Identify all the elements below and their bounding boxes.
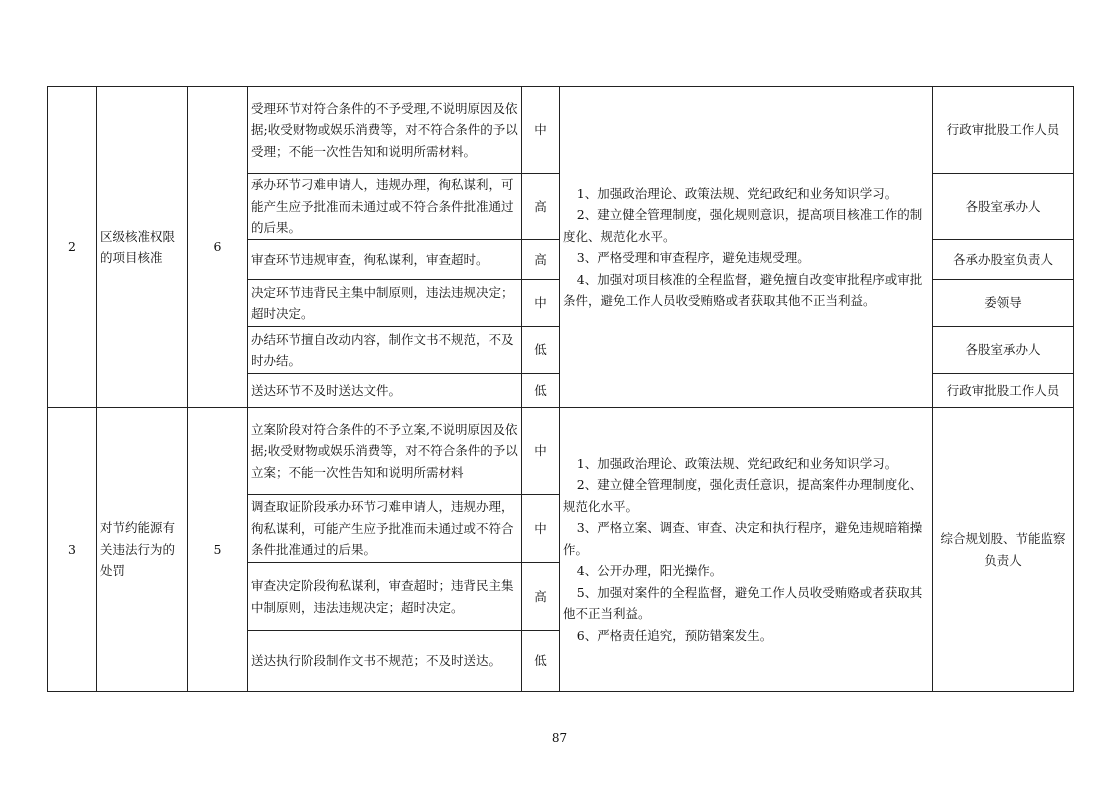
page-number: 87 bbox=[551, 731, 568, 745]
measure-item: 4、公开办理，阳光操作。 bbox=[576, 563, 723, 579]
responsible-person: 委领导 bbox=[933, 280, 1074, 327]
risk-description: 送达执行阶段制作文书不规范；不及时送达。 bbox=[248, 631, 522, 692]
measure-item: 1、加强政治理论、政策法规、党纪政纪和业务知识学习。 bbox=[576, 455, 898, 471]
risk-description: 受理环节对符合条件的不予受理,不说明原因及依据;收受财物或娱乐消费等，对不符合条件的予以受理；不能一次性告知和说明所需材料。 bbox=[248, 87, 522, 174]
measure-item: 3、严格立案、调查、审查、决定和执行程序，避免违规暗箱操作。 bbox=[563, 520, 923, 557]
risk-description: 送达环节不及时送达文件。 bbox=[248, 374, 522, 408]
responsible-person: 行政审批股工作人员 bbox=[933, 374, 1074, 408]
responsible-person: 各承办股室负责人 bbox=[933, 240, 1074, 280]
measure-item: 1、加强政治理论、政策法规、党纪政纪和业务知识学习。 bbox=[576, 185, 898, 201]
risk-level: 中 bbox=[522, 280, 560, 327]
risk-description: 承办环节刁难申请人，违规办理，徇私谋利，可能产生应予批准而未通过或不符合条件批准通过的后果。 bbox=[248, 174, 522, 240]
risk-count: 5 bbox=[188, 408, 248, 692]
item-name: 区级核准权限的项目核准 bbox=[97, 87, 188, 408]
risk-description: 调查取证阶段承办环节刁难申请人，违规办理，徇私谋利，可能产生应予批准而未通过或不符合条件批准通过的后果。 bbox=[248, 495, 522, 563]
risk-level: 中 bbox=[522, 495, 560, 563]
responsible-person: 综合规划股、节能监察负责人 bbox=[933, 408, 1074, 692]
measure-item: 2、建立健全管理制度，强化规则意识，提高项目核准工作的制度化、规范化水平。 bbox=[563, 207, 923, 244]
risk-level: 中 bbox=[522, 87, 560, 174]
measure-item: 2、建立健全管理制度，强化责任意识，提高案件办理制度化、规范化水平。 bbox=[563, 477, 923, 514]
prevention-measures bbox=[560, 87, 933, 408]
measure-item: 4、加强对项目核准的全程监督，避免擅自改变审批程序或审批条件，避免工作人员收受贿赂或者获取其他不正当利益。 bbox=[563, 271, 923, 308]
measure-item: 6、严格责任追究，预防错案发生。 bbox=[576, 627, 773, 643]
responsible-person: 行政审批股工作人员 bbox=[933, 87, 1074, 174]
row-number: 2 bbox=[48, 87, 97, 408]
risk-count: 6 bbox=[188, 87, 248, 408]
risk-description: 决定环节违背民主集中制原则，违法违规决定； 超时决定。 bbox=[248, 280, 522, 327]
risk-description: 立案阶段对符合条件的不予立案,不说明原因及依据;收受财物或娱乐消费等，对不符合条件的予以立案；不能一次性告知和说明所需材料 bbox=[248, 408, 522, 495]
risk-level: 低 bbox=[522, 631, 560, 692]
table-row bbox=[48, 87, 1074, 174]
risk-level: 低 bbox=[522, 327, 560, 374]
row-number: 3 bbox=[48, 408, 97, 692]
responsible-person: 各股室承办人 bbox=[933, 174, 1074, 240]
risk-description: 审查环节违规审查，徇私谋利，审查超时。 bbox=[248, 240, 522, 280]
risk-level: 高 bbox=[522, 174, 560, 240]
responsible-person: 各股室承办人 bbox=[933, 327, 1074, 374]
risk-description: 办结环节擅自改动内容，制作文书不规范，不及时办结。 bbox=[248, 327, 522, 374]
measure-item: 5、加强对案件的全程监督，避免工作人员收受贿赂或者获取其他不正当利益。 bbox=[563, 584, 923, 622]
risk-description: 审查决定阶段徇私谋利，审查超时；违背民主集中制原则，违法违规决定；超时决定。 bbox=[248, 563, 522, 631]
risk-level: 中 bbox=[522, 408, 560, 495]
prevention-measures bbox=[560, 408, 933, 692]
item-name: 对节约能源有关违法行为的处罚 bbox=[97, 408, 188, 692]
risk-table bbox=[47, 86, 1074, 692]
risk-level: 高 bbox=[522, 240, 560, 280]
measure-item: 3、严格受理和审查程序，避免违规受理。 bbox=[576, 250, 810, 265]
table-row bbox=[48, 408, 1074, 495]
risk-level: 高 bbox=[522, 563, 560, 631]
risk-level: 低 bbox=[522, 374, 560, 408]
